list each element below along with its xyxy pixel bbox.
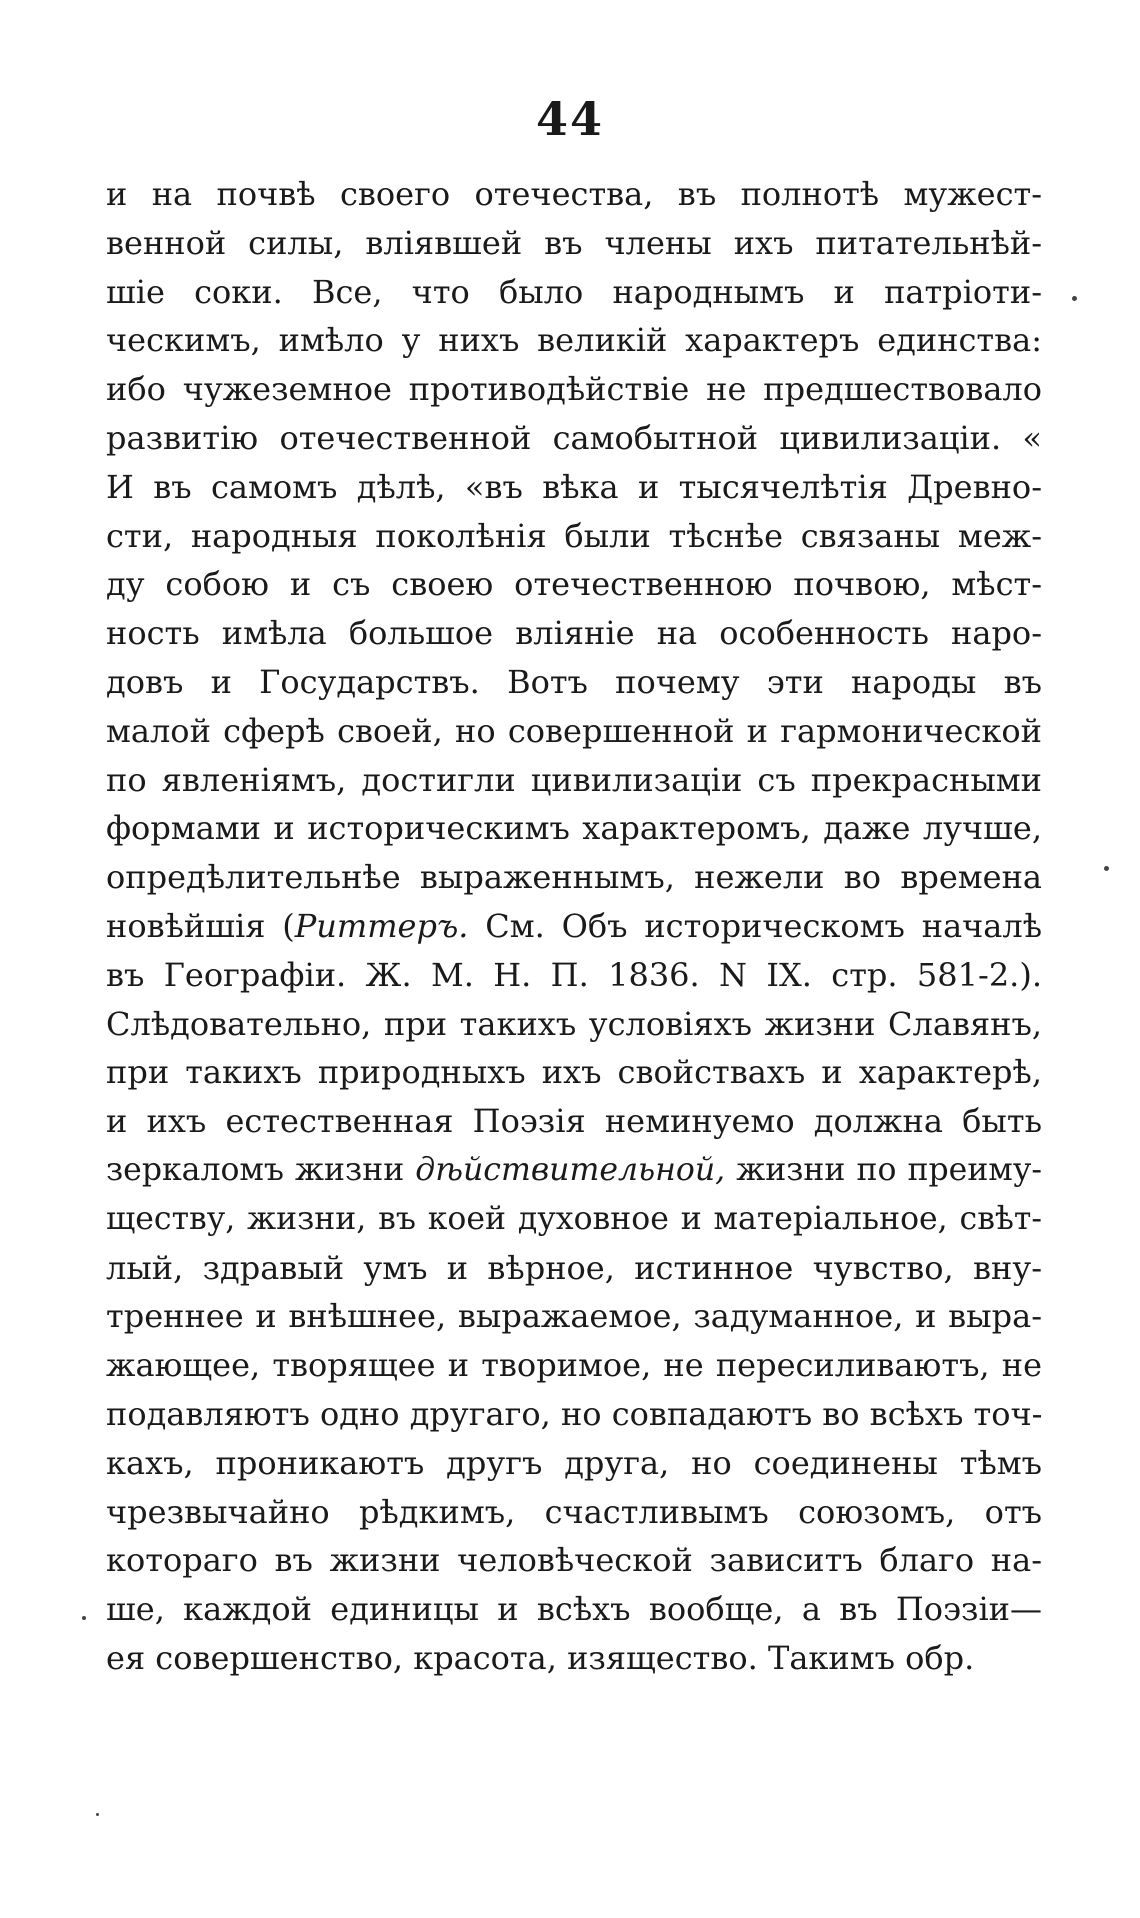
text-line: Слѣдовательно, при такихъ условiяхъ жизни Славянъ, (106, 1004, 1042, 1043)
text-line: по явленiямъ, достигли цивилизацiи съ прекрасными (106, 760, 1042, 799)
text-line (106, 1146, 1042, 1195)
text-line: треннее и внѣшнее, выражаемое, задуманное, и выра- (106, 1297, 1042, 1336)
italic-segment: дѣйствительной, (415, 1151, 726, 1188)
text-line: ческимъ, имѣло у нихъ великiй характеръ единства: (106, 321, 1042, 360)
text-line: ность имѣла большое влiянiе на особенность наро- (106, 614, 1042, 653)
text-segment: См. Объ историческомъ началѣ (468, 906, 1043, 945)
text-line: подавляютъ одно другаго, но совпадаютъ во всѣхъ точ- (106, 1394, 1043, 1433)
text-line: и на почвѣ своего отечества, въ полнотѣ мужест- (106, 175, 1042, 213)
text-line: чрезвычайно рѣдкимъ, счастливымъ союзомъ, отъ (106, 1492, 1042, 1531)
text-line: котораго въ жизни человѣческой зависитъ благо на- (106, 1541, 1042, 1580)
page-number: 44 (535, 92, 604, 146)
text-line: И въ самомъ дѣлѣ, «въ вѣка и тысячелѣтiя Древно- (106, 467, 1042, 506)
text-line: ибо чужеземное противодѣйствiе не предшествовало (106, 370, 1042, 409)
body-text (106, 170, 1042, 1683)
text-line: ществу, жизни, въ коей духовное и матерiальное, свѣт- (106, 1200, 1042, 1237)
text-line (106, 902, 1042, 951)
text-line: кахъ, проникаютъ другъ друга, но соединены тѣмъ (106, 1443, 1042, 1482)
print-speck (96, 1813, 99, 1816)
print-speck (1104, 866, 1109, 871)
text-line: развитiю отечественной самобытной цивилизацiи. « (106, 418, 1042, 457)
text-line: жающее, творящее и творимое, не пересиливаютъ, не (106, 1346, 1042, 1385)
text-line: ея совершенство, красота, изящество. Такимъ обр. (106, 1638, 975, 1677)
print-speck (1072, 296, 1077, 301)
italic-segment: Риттеръ. (294, 906, 469, 945)
text-line: и ихъ естественная Поэзiя неминуемо должна быть (106, 1102, 1042, 1141)
text-segment: зеркаломъ жизни (106, 1151, 416, 1188)
text-segment: новѣйшiя ( (106, 906, 295, 945)
text-line: сти, народныя поколѣнiя были тѣснѣе связаны меж- (106, 516, 1042, 555)
text-line: лый, здравый умъ и вѣрное, истинное чувство, вну- (106, 1248, 1042, 1287)
text-line: ду собою и съ своею отечественною почвою, мѣст- (106, 565, 1042, 604)
text-line: ше, каждой единицы и всѣхъ вообще, а въ Поэзiи— (106, 1590, 1042, 1629)
text-line: венной силы, влiявшей въ члены ихъ питательнѣй- (106, 223, 1042, 262)
text-line: малой сферѣ своей, но совершенной и гармонической (106, 711, 1042, 750)
text-line: въ Географiи. Ж. М. Н. П. 1836. N IX. стр. 581-2.). (106, 955, 1042, 994)
text-line: формами и историческимъ характеромъ, даже лучше, (106, 809, 1042, 848)
print-speck (82, 1616, 86, 1620)
text-line: опредѣлительнѣе выраженнымъ, нежели во времена (106, 858, 1042, 897)
text-segment: жизни по преиму- (725, 1151, 1042, 1188)
text-line: довъ и Государствъ. Вотъ почему эти народы въ (106, 662, 1042, 701)
text-line: при такихъ природныхъ ихъ свойствахъ и характерѣ, (106, 1053, 1042, 1092)
text-line: шiе соки. Все, что было народнымъ и патрiоти- (106, 272, 1042, 311)
